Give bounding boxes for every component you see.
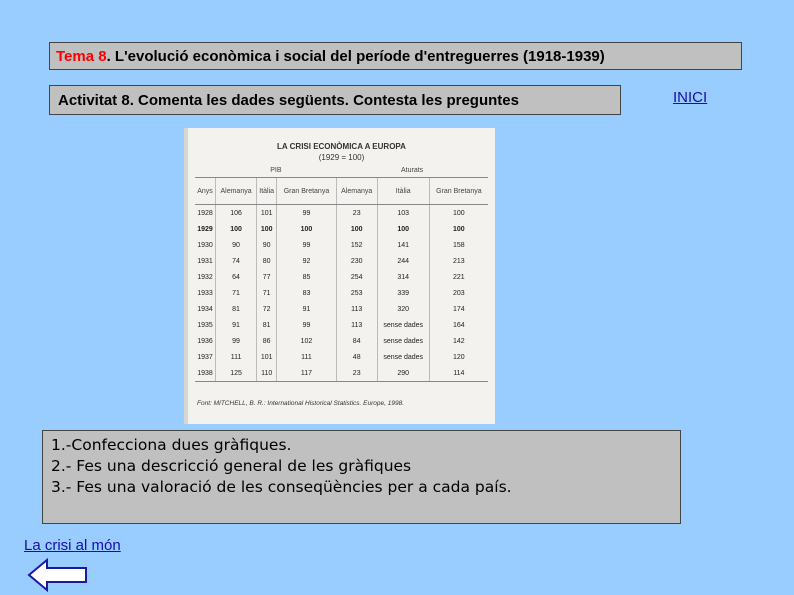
data-table-image <box>184 128 495 424</box>
table-row <box>195 221 488 237</box>
question-2: 2.- Fes una descricció general de les gràfiques <box>51 457 412 475</box>
table-cell: 174 <box>429 301 488 317</box>
table-cell: 1934 <box>197 305 213 313</box>
table-cell: 100 <box>377 221 429 237</box>
table-column-header: Alemanya <box>216 178 257 205</box>
table-cell: 114 <box>429 365 488 382</box>
table-cell: 99 <box>277 317 336 333</box>
table-row <box>195 333 488 349</box>
table-row <box>195 237 488 253</box>
left-arrow-icon[interactable] <box>27 558 89 592</box>
table-cell: 1938 <box>195 365 216 382</box>
table-group-empty <box>195 164 216 178</box>
table-cell: 125 <box>216 365 257 382</box>
table-cell: 100 <box>257 221 277 237</box>
table-cell: 100 <box>336 221 377 237</box>
table-cell: 1931 <box>197 257 213 265</box>
table-cell: 99 <box>216 333 257 349</box>
table-cell: sense dades <box>377 349 429 365</box>
table-cell: 253 <box>336 285 377 301</box>
table-cell: 81 <box>216 301 257 317</box>
table-cell: 110 <box>257 365 277 382</box>
table-column-header: Itàlia <box>377 178 429 205</box>
table-cell: 203 <box>429 285 488 301</box>
table-column-header: Itàlia <box>257 178 277 205</box>
table-cell: 1929 <box>197 225 213 233</box>
table-cell: 290 <box>377 365 429 382</box>
questions-box <box>42 430 681 524</box>
table-cell: 101 <box>257 349 277 365</box>
table-row <box>195 301 488 317</box>
table-cell: 142 <box>429 333 488 349</box>
table-cell: 23 <box>336 205 377 222</box>
table-cell: 92 <box>277 253 336 269</box>
table-cell: 314 <box>377 269 429 285</box>
table-cell: 81 <box>257 317 277 333</box>
table-cell: 320 <box>377 301 429 317</box>
table-group-aturats: Aturats <box>336 164 488 178</box>
table-cell: 1936 <box>197 337 213 345</box>
table-cell: 1933 <box>197 289 213 297</box>
table-cell: 71 <box>257 285 277 301</box>
table-cell: 99 <box>277 205 336 222</box>
topic-title: . L'evolució econòmica i social del període d'entreguerres (1918-1939) <box>106 47 605 65</box>
table-row <box>195 365 488 382</box>
table-cell: 111 <box>216 349 257 365</box>
table-cell: 90 <box>216 237 257 253</box>
table-row <box>195 285 488 301</box>
table-cell: 106 <box>216 205 257 222</box>
table-cell: 77 <box>257 269 277 285</box>
table-subtitle: (1929 = 100) <box>318 153 365 162</box>
table-cell: 85 <box>277 269 336 285</box>
table-cell: 83 <box>277 285 336 301</box>
table-cell: 71 <box>216 285 257 301</box>
table-cell: 23 <box>336 365 377 382</box>
table-cell: 111 <box>277 349 336 365</box>
table-cell: 152 <box>336 237 377 253</box>
table-row <box>195 253 488 269</box>
table-cell: 213 <box>429 253 488 269</box>
table-cell: 244 <box>377 253 429 269</box>
table-cell: 64 <box>216 269 257 285</box>
table-cell: 158 <box>429 237 488 253</box>
table-cell: 48 <box>336 349 377 365</box>
table-cell: 100 <box>429 205 488 222</box>
table-cell: 1930 <box>197 241 213 249</box>
table-cell: 120 <box>429 349 488 365</box>
activity-title: Activitat 8. Comenta les dades següents. Contesta les preguntes <box>58 91 519 109</box>
table-cell: 84 <box>336 333 377 349</box>
question-3: 3.- Fes una valoració de les conseqüències per a cada país. <box>51 478 512 496</box>
table-row <box>195 349 488 365</box>
table-cell: 164 <box>429 317 488 333</box>
table-group-pib: PIB <box>216 164 337 178</box>
table-row <box>195 317 488 333</box>
activity-title-bar <box>49 85 621 115</box>
table-cell: 91 <box>277 301 336 317</box>
table-cell: 102 <box>277 333 336 349</box>
topic-label: Tema 8 <box>56 47 107 65</box>
crisis-world-link[interactable]: La crisi al món <box>24 537 121 554</box>
home-link[interactable]: INICI <box>673 89 708 106</box>
table-cell: 103 <box>377 205 429 222</box>
table-cell: 101 <box>257 205 277 222</box>
table-column-header: Anys <box>195 178 216 205</box>
table-cell: sense dades <box>377 333 429 349</box>
table-cell: 230 <box>336 253 377 269</box>
table-cell: 72 <box>257 301 277 317</box>
table-row <box>195 269 488 285</box>
table-cell: 74 <box>216 253 257 269</box>
topic-title-bar <box>49 42 742 70</box>
table-cell: 91 <box>216 317 257 333</box>
economic-crisis-table <box>195 164 488 382</box>
table-cell: 99 <box>277 237 336 253</box>
table-row <box>195 205 488 222</box>
table-cell: 100 <box>216 221 257 237</box>
table-cell: 339 <box>377 285 429 301</box>
table-cell: 1937 <box>197 353 213 361</box>
table-cell: 90 <box>257 237 277 253</box>
table-cell: 221 <box>429 269 488 285</box>
question-1: 1.-Confecciona dues gràfiques. <box>51 436 292 454</box>
table-cell: 1935 <box>197 321 213 329</box>
table-cell: sense dades <box>377 317 429 333</box>
table-cell: 113 <box>336 301 377 317</box>
table-cell: 100 <box>277 221 336 237</box>
table-source: Font: MITCHELL, B. R.: International Historical Statistics. Europe, 1998. <box>197 400 405 407</box>
table-cell: 113 <box>336 317 377 333</box>
table-cell: 117 <box>277 365 336 382</box>
table-cell: 1928 <box>197 209 213 217</box>
table-column-header: Gran Bretanya <box>429 178 488 205</box>
table-column-header: Gran Bretanya <box>277 178 336 205</box>
table-column-header: Alemanya <box>336 178 377 205</box>
table-title: LA CRISI ECONÒMICA A EUROPA <box>277 142 406 151</box>
table-cell: 100 <box>429 221 488 237</box>
table-cell: 254 <box>336 269 377 285</box>
table-cell: 80 <box>257 253 277 269</box>
table-cell: 86 <box>257 333 277 349</box>
table-cell: 141 <box>377 237 429 253</box>
table-cell: 1932 <box>197 273 213 281</box>
